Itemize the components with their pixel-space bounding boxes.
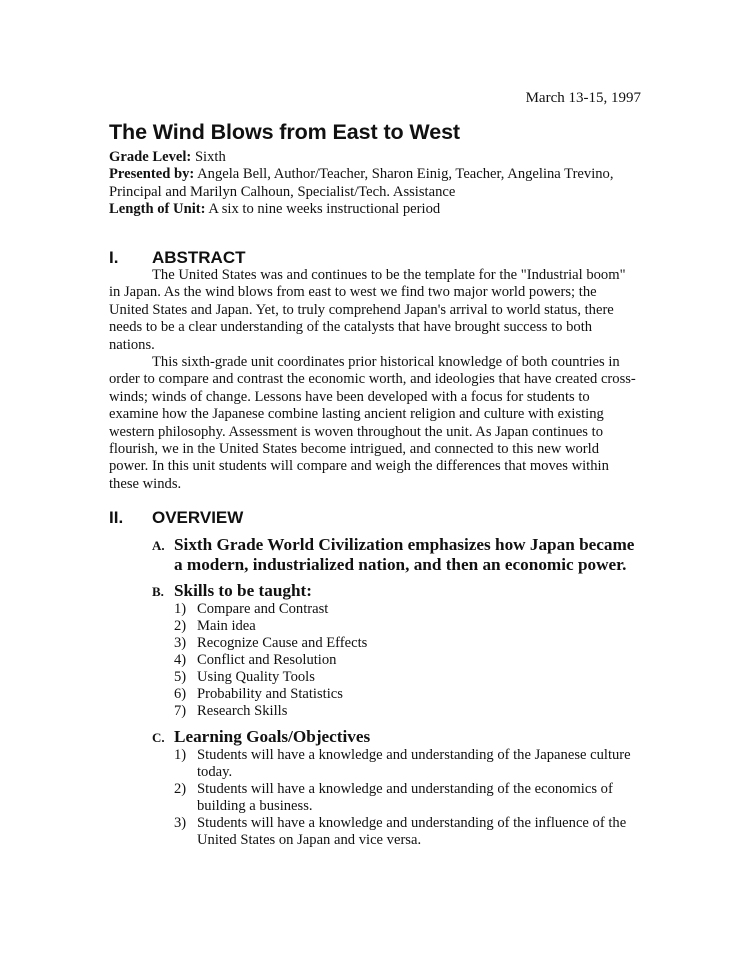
item-text: Students will have a knowledge and understanding of the influence of the United States on Japan and vice versa.: [197, 815, 627, 848]
grade-level-line: [109, 149, 649, 166]
list-item: [174, 781, 654, 815]
item-text: Using Quality Tools: [197, 669, 315, 685]
subsection-heading: Skills to be taught:: [174, 581, 313, 600]
paragraph-text: This sixth-grade unit coordinates prior historical knowledge of both countries in order to compare and contrast the economic worth, and ideologies that have created cross-winds; winds of change. Lessons have been developed with a focus for students to examine how the Japanese combine lasting ancient religion and culture with existing western philosophy. Assessment is woven throughout the unit. As Japan continues to flourish, we in the United States become intrigued, and connected to this new world power. In this unit students will compare and weigh the differences that moves within these winds.: [109, 354, 636, 492]
subsection-heading: Learning Goals/Objectives: [174, 727, 371, 746]
list-item: [174, 601, 654, 618]
item-number: 3): [174, 635, 187, 651]
section-title: ABSTRACT: [152, 248, 246, 267]
length-of-unit-line: [109, 201, 649, 218]
document-date: March 13-15, 1997: [525, 90, 641, 106]
section-heading-abstract: [109, 248, 246, 268]
item-text: Main idea: [197, 618, 256, 634]
presented-by-value: Angela Bell, Author/Teacher, Sharon Einig, Teacher, Angelina Trevino, Principal and Marilyn Calhoun, Specialist/Tech. Assistance: [109, 166, 614, 200]
list-item: [174, 635, 654, 652]
item-text: Students will have a knowledge and understanding of the economics of building a business.: [197, 781, 613, 814]
list-item: [174, 815, 654, 849]
item-number: 1): [174, 601, 187, 617]
item-number: 3): [174, 815, 187, 831]
subsection-letter: C.: [152, 730, 165, 745]
subsection-letter: A.: [152, 538, 165, 553]
item-text: Students will have a knowledge and understanding of the Japanese culture today.: [197, 747, 631, 780]
section-number: II.: [109, 508, 124, 527]
subsection-c: [152, 727, 652, 748]
paragraph-text: The United States was and continues to be the template for the "Industrial boom" in Japan. As the wind blows from east to west we find two major world powers; the United States and Japan. Yet, to truly comprehend Japan's arrival to world status, there needs to be a clear understanding of the catalysts that have brought success to both nations.: [109, 267, 626, 353]
objectives-list: [174, 747, 654, 849]
item-number: 1): [174, 747, 187, 763]
list-item: [174, 703, 654, 720]
section-number: I.: [109, 248, 119, 267]
abstract-paragraph-1: [109, 267, 639, 354]
subsection-heading: Sixth Grade World Civilization emphasizes how Japan became a modern, industrialized nation, and then an economic power.: [174, 535, 635, 574]
grade-level-label: Grade Level:: [109, 149, 192, 165]
item-number: 2): [174, 618, 187, 634]
presented-by-line: [109, 166, 649, 201]
item-number: 7): [174, 703, 187, 719]
abstract-paragraph-2: [109, 354, 639, 493]
subsection-b: [152, 581, 652, 602]
item-text: Research Skills: [197, 703, 288, 719]
length-of-unit-value: A six to nine weeks instructional period: [208, 201, 441, 218]
list-item: [174, 747, 654, 781]
item-number: 5): [174, 669, 187, 685]
list-item: [174, 652, 654, 669]
list-item: [174, 686, 654, 703]
subsection-letter: B.: [152, 584, 164, 599]
list-item: [174, 618, 654, 635]
item-number: 4): [174, 652, 187, 668]
section-title: OVERVIEW: [152, 508, 244, 527]
item-number: 6): [174, 686, 187, 702]
item-text: Recognize Cause and Effects: [197, 635, 368, 651]
grade-level-value: Sixth: [194, 149, 226, 165]
item-number: 2): [174, 781, 187, 797]
presented-by-label: Presented by:: [109, 166, 195, 183]
skills-list: [174, 601, 654, 720]
item-text: Compare and Contrast: [197, 601, 329, 617]
item-text: Probability and Statistics: [197, 686, 343, 702]
subsection-a: [152, 535, 652, 575]
document-meta: [109, 149, 649, 219]
document-title: The Wind Blows from East to West: [109, 120, 460, 144]
length-of-unit-label: Length of Unit:: [109, 201, 206, 218]
list-item: [174, 669, 654, 686]
section-heading-overview: [109, 508, 243, 528]
item-text: Conflict and Resolution: [197, 652, 337, 668]
